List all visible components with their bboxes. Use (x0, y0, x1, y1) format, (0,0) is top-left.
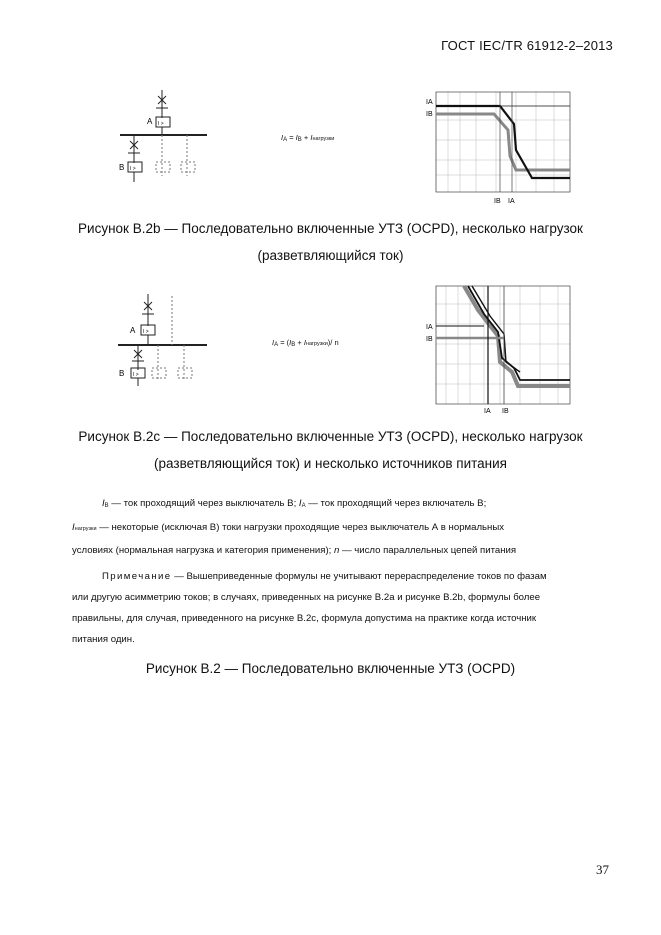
caption-line: Рисунок В.2с — Последовательно включенные УТЗ (OCPD), несколько нагрузок (78, 429, 583, 444)
document-header: ГОСТ IEC/TR 61912-2–2013 (441, 38, 613, 53)
note-line: питания один. (72, 634, 135, 645)
symbol-ib: I (102, 498, 105, 509)
page-number: 37 (596, 862, 609, 877)
figure-caption-b2: Рисунок В.2 — Последовательно включенные УТЗ (OCPD) (145, 661, 516, 676)
definition-text: — число параллельных цепей питания (339, 545, 517, 556)
note-line (72, 566, 617, 587)
definitions-paragraph (72, 493, 617, 561)
formula-sub: нагрузки (312, 136, 335, 142)
formula-b2b (281, 133, 334, 143)
chart-label-ia: IA (426, 99, 433, 106)
note-paragraph (72, 566, 617, 650)
note-text: — Вышеприведенные формулы не учитывают перераспределение токов по фазам (171, 571, 547, 582)
formula-sub: нагрузки (305, 341, 328, 347)
formula-sub: B (291, 342, 296, 348)
chart-axis-ib: IB (494, 198, 501, 205)
definition-text: — ток проходящий через выключатель В; (108, 498, 299, 509)
formula-sub: A (283, 137, 288, 143)
formula-b2c (272, 338, 339, 348)
symbol-sub: B (104, 503, 109, 509)
symbol-sub: нагрузки (74, 526, 97, 532)
breaker-b-label: B (119, 369, 125, 378)
symbol-n: n (333, 545, 340, 556)
formula-term: I (295, 133, 298, 142)
caption-line: (разветвляющийся ток) и несколько источников питания (154, 456, 507, 471)
formula-op: + (295, 338, 304, 347)
formula-term: I (289, 338, 292, 347)
definition-text: — ток проходящий через включатель В; (305, 498, 487, 509)
circuit-diagram-b2b (112, 88, 212, 183)
breaker-a-symbol: I > (143, 329, 149, 335)
figure-caption-b2b (0, 215, 661, 269)
caption-line: (разветвляющийся ток) (257, 248, 404, 263)
formula-op: + (301, 133, 311, 142)
formula-op: )/ n (327, 338, 339, 347)
chart-label-ia: IA (426, 324, 433, 331)
circuit-diagram-b2c (112, 292, 212, 387)
note-line: или другую асимметрию токов; в случаях, приведенных на рисунке В.2а и рисунке В.2b, формулы более (72, 592, 541, 603)
definition-text: условиях (нормальная нагрузка и категория применения); (72, 545, 334, 556)
breaker-b-label: B (119, 163, 125, 172)
formula-sub: A (274, 342, 279, 348)
definitions-line (72, 540, 617, 561)
symbol-ia: I (298, 498, 302, 509)
time-current-chart-b2c (424, 284, 574, 416)
definitions-line (72, 517, 617, 540)
formula-op: = (287, 133, 296, 142)
time-current-chart-b2b (424, 90, 574, 208)
formula-term: I (310, 133, 313, 142)
formula-sub: B (297, 137, 302, 143)
definition-text: — некоторые (исключая В) токи нагрузки проходящие через выключатель А в нормальных (96, 522, 505, 533)
chart-axis-ib: IB (502, 408, 509, 415)
chart-axis-ia: IA (508, 198, 515, 205)
formula-op: = ( (278, 338, 290, 347)
definitions-line (72, 493, 617, 517)
chart-label-ib: IB (426, 336, 433, 343)
chart-axis-ia: IA (484, 408, 491, 415)
breaker-a-symbol: I > (158, 121, 164, 127)
chart-label-ib: IB (426, 111, 433, 118)
formula-term: I (303, 338, 306, 347)
breaker-a-label: A (130, 326, 136, 335)
figure-caption-b2c (0, 423, 661, 477)
breaker-a-label: A (147, 117, 153, 126)
formula-term: I (281, 133, 284, 142)
breaker-b-symbol: I > (130, 166, 136, 172)
symbol-sub: A (301, 503, 306, 509)
symbol-iload: I (72, 522, 75, 533)
breaker-b-symbol: I > (133, 372, 139, 378)
note-label: Примечание (102, 571, 172, 582)
caption-line: Рисунок В.2b — Последовательно включенные УТЗ (OCPD), несколько нагрузок (78, 221, 583, 236)
note-line: правильны, для случая, приведенного на рисунке В.2с, формула допустима на практике когда источник (72, 613, 537, 624)
formula-term: I (272, 338, 275, 347)
